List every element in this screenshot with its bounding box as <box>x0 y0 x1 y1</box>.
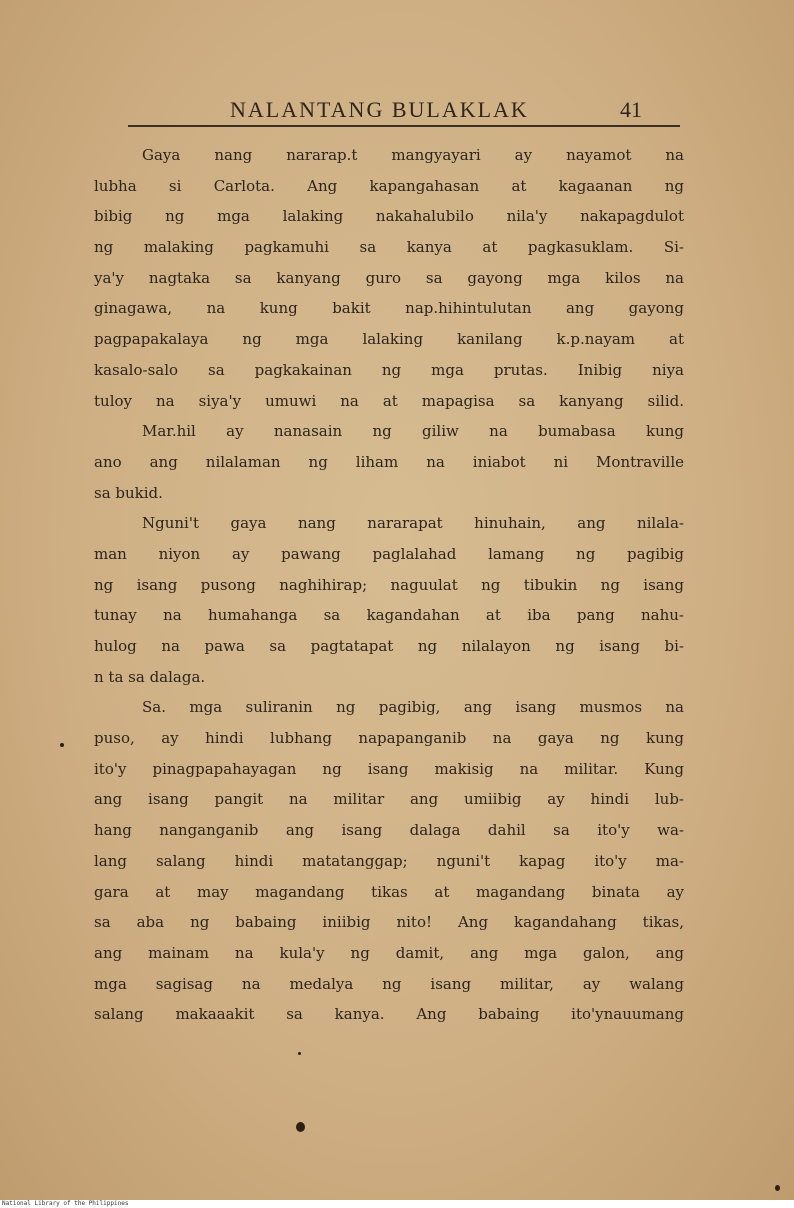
ink-speck <box>775 1185 780 1191</box>
text-line: mga sagisag na medalya ng isang militar, ay walang <box>94 974 684 993</box>
page-number: 41 <box>620 97 642 122</box>
text-line: sa bukid. <box>94 483 163 502</box>
text-line: ng malaking pagkamuhi sa kanya at pagkasuklam. Si- <box>94 238 684 257</box>
text-line: lubha si Carlota. Ang kapangahasan at kagaanan ng <box>94 176 684 195</box>
text-line: ginagawa, na kung bakit nap.hihintulutan ang gayong <box>94 299 684 318</box>
text-line: ano ang nilalaman ng liham na iniabot ni Montraville <box>94 452 684 471</box>
text-line: hang nanganganib ang isang dalaga dahil sa ito'y wa- <box>94 821 684 840</box>
text-line: gara at may magandang tikas at magandang binata ay <box>94 882 684 901</box>
text-line: ng isang pusong naghihirap; naguulat ng tibukin ng isang <box>94 575 684 594</box>
text-line: Gaya nang nararap.t mangyayari ay nayamot na <box>142 146 684 164</box>
page-header <box>128 97 680 127</box>
text-line: bibig ng mga lalaking nakahalubilo nila'y nakapagdulot <box>94 207 684 226</box>
paragraph-3 <box>94 508 684 692</box>
ink-speck <box>60 743 64 747</box>
text-line: Mar.hil ay nanasain ng giliw na bumabasa kung <box>142 422 684 441</box>
page-footer <box>0 1200 794 1208</box>
text-line: sa aba ng babaing iniibig nito! Ang kagandahang tikas, <box>94 913 684 932</box>
text-line: tunay na humahanga sa kagandahan at iba pang nahu- <box>94 606 684 625</box>
footer-credit: National Library of the Philippines <box>2 1200 129 1207</box>
text-line: tuloy na siya'y umuwi na at mapagisa sa kanyang silid. <box>94 391 684 410</box>
running-title: NALANTANG BULAKLAK <box>230 97 529 122</box>
text-line: ang mainam na kula'y ng damit, ang mga galon, ang <box>94 943 684 962</box>
text-line: Sa. mga suliranin ng pagibig, ang isang musmos na <box>142 698 684 717</box>
text-line: salang makaaakit sa kanya. Ang babaing ito'ynauumang <box>94 1005 684 1024</box>
text-line: n ta sa dalaga. <box>94 667 206 686</box>
text-line: kasalo-salo sa pagkakainan ng mga prutas. Inibig niya <box>94 360 684 379</box>
text-line: man niyon ay pawang paglalahad lamang ng pagibig <box>94 544 684 563</box>
text-line: ang isang pangit na militar ang umiibig ay hindi lub- <box>94 790 684 809</box>
text-line: Nguni't gaya nang nararapat hinuhain, ang nilala- <box>142 514 684 533</box>
paragraph-2 <box>94 416 684 508</box>
ink-speck <box>296 1122 305 1132</box>
ink-speck <box>298 1052 301 1055</box>
text-line: hulog na pawa sa pagtatapat ng nilalayon ng isang bi- <box>94 637 684 655</box>
text-line: pagpapakalaya ng mga lalaking kanilang k.p.nayam at <box>94 330 684 349</box>
text-line: ya'y nagtaka sa kanyang guro sa gayong mga kilos na <box>94 268 684 287</box>
paragraph-4 <box>94 692 684 1030</box>
text-line: puso, ay hindi lubhang napapanganib na gaya ng kung <box>94 729 684 748</box>
text-line: ito'y pinagpapahayagan ng isang makisig na militar. Kung <box>94 759 684 778</box>
paragraph-1 <box>94 140 684 416</box>
body-text <box>94 140 684 1030</box>
text-line: lang salang hindi matatanggap; nguni't kapag ito'y ma- <box>94 851 684 870</box>
